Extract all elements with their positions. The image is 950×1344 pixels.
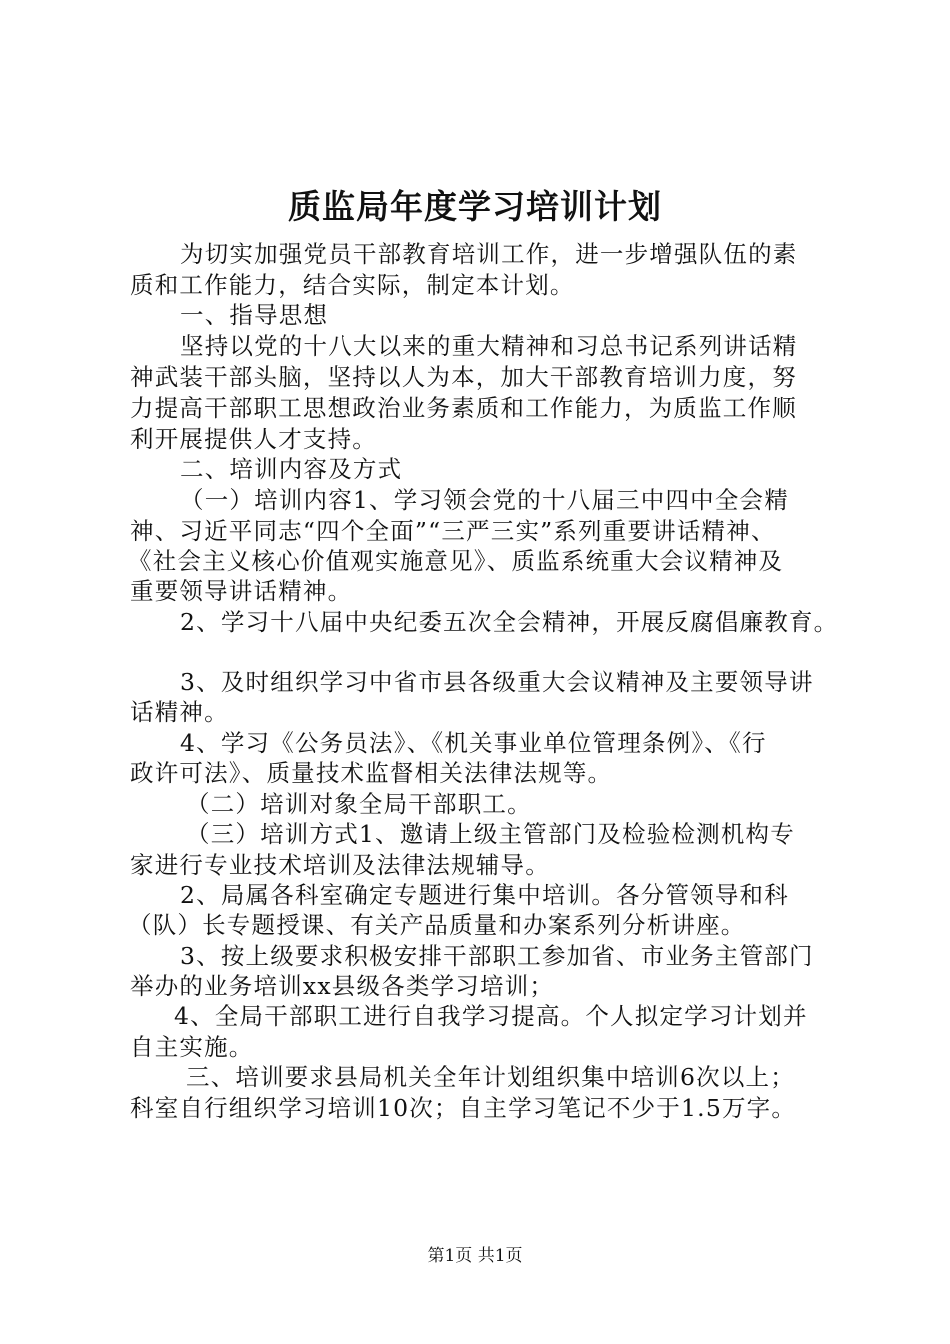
section-heading-3-line-2: 科室自行组织学习培训10次；自主学习笔记不少于1.5万字。 — [130, 1094, 797, 1122]
para-method-4-line-1: 4、全局干部职工进行自我学习提高。个人拟定学习计划并 — [174, 1002, 808, 1030]
para-content-line-1: （一）培训内容1、学习领会党的十八届三中四中全会精 — [180, 486, 789, 514]
para-item-4-line-2: 政许可法》、质量技术监督相关法律法规等。 — [130, 759, 613, 787]
section-heading-1: 一、指导思想 — [180, 301, 329, 329]
section-heading-3-line-1: 三、培训要求县局机关全年计划组织集中培训6次以上； — [186, 1063, 795, 1091]
section-heading-2: 二、培训内容及方式 — [180, 455, 403, 483]
para-target: （二）培训对象全局干部职工。 — [186, 790, 532, 818]
page-number: 第1页 共1页 — [427, 1246, 523, 1266]
para-item-3-line-1: 3、及时组织学习中省市县各级重大会议精神及主要领导讲 — [180, 668, 814, 696]
para-method-line-1: （三）培训方式1、邀请上级主管部门及检验检测机构专 — [186, 820, 795, 848]
para-method-4-line-2: 自主实施。 — [130, 1033, 254, 1061]
para-intro-line-1: 为切实加强党员干部教育培训工作，进一步增强队伍的素 — [180, 240, 798, 268]
para-method-3-line-2: 举办的业务培训xx县级各类学习培训； — [130, 972, 555, 1000]
para-method-2-line-1: 2、局属各科室确定专题进行集中培训。各分管领导和科 — [180, 881, 789, 909]
para-method-2-line-2: （队）长专题授课、有关产品质量和办案系列分析讲座。 — [128, 911, 746, 939]
para-guiding-line-1: 坚持以党的十八大以来的重大精神和习总书记系列讲话精 — [180, 332, 798, 360]
para-guiding-line-4: 利开展提供人才支持。 — [130, 425, 377, 453]
para-method-line-2: 家进行专业技术培训及法律法规辅导。 — [130, 851, 550, 879]
para-guiding-line-2: 神武装干部头脑，坚持以人为本，加大干部教育培训力度，努 — [130, 363, 797, 391]
para-content-line-4: 重要领导讲话精神。 — [130, 577, 353, 605]
para-item-3-line-2: 话精神。 — [130, 698, 229, 726]
para-guiding-line-3: 力提高干部职工思想政治业务素质和工作能力，为质监工作顺 — [130, 394, 797, 422]
para-item-4-line-1: 4、学习《公务员法》、《机关事业单位管理条例》、《行 — [180, 729, 767, 757]
document-title: 质监局年度学习培训计划 — [288, 187, 662, 226]
para-method-3-line-1: 3、按上级要求积极安排干部职工参加省、市业务主管部门 — [180, 942, 814, 970]
para-content-line-2: 神、习近平同志“四个全面”“三严三实”系列重要讲话精神、 — [130, 517, 776, 545]
para-content-line-3: 《社会主义核心价值观实施意见》、质监系统重大会议精神及 — [128, 547, 784, 575]
para-item-2: 2、学习十八届中央纪委五次全会精神，开展反腐倡廉教育。 — [180, 608, 839, 636]
para-intro-line-2: 质和工作能力，结合实际，制定本计划。 — [130, 271, 575, 299]
